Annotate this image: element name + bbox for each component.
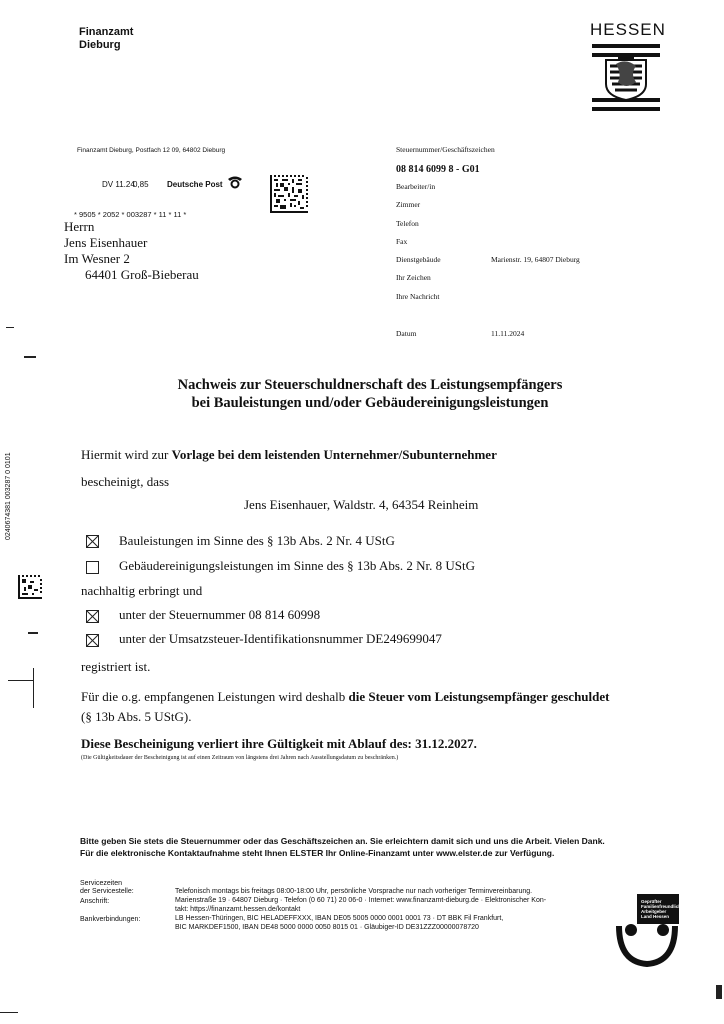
margin-code: 0240674381 003287 0 0101 (5, 452, 12, 540)
construction-checkbox (86, 535, 99, 548)
punch-mark-top (6, 327, 14, 328)
intro-text: Hiermit wird zur (81, 447, 172, 462)
service-hours-label (80, 880, 134, 896)
notice-line-2: Für die elektronische Kontaktaufnahme steht Ihnen ELSTER Ihr Online-Finanzamt unter www.elster.de zur Verfügung. (80, 848, 555, 858)
clerk-label: Bearbeiter/in (396, 182, 436, 191)
certified-text: bescheinigt, dass (81, 474, 170, 489)
address-value-line-1: Marienstraße 19 · 64807 Dieburg · Telefon (0 60 71) 20 06-0 · Internet: www.finanzamt-dieburg.de · Elektronischer Kon- (175, 897, 547, 904)
seal-line-4: Land Hessen (641, 914, 670, 919)
your-message-label: Ihre Nachricht (396, 292, 440, 301)
date-value: 11.11.2024 (491, 329, 525, 338)
date-label: Datum (396, 329, 417, 338)
building-value: Marienstr. 19, 64807 Dieburg (491, 255, 580, 264)
fold-mark-middle (28, 632, 38, 634)
tax-number-label: Steuernummer/Geschäftszeichen (396, 145, 495, 154)
footer-details (175, 887, 546, 932)
address-label: Anschrift: (80, 898, 110, 905)
sustained-text: nachhaltig erbringt und (81, 583, 203, 598)
margin-datamatrix-icon (18, 575, 42, 599)
fax-label: Fax (396, 237, 408, 246)
seal-line-2: Familienfreundlicher (641, 904, 686, 909)
edge-mark-bottom-right (716, 985, 722, 999)
seal-text (641, 899, 685, 919)
hessen-coat-of-arms-icon (592, 44, 660, 116)
cleaning-checkbox (86, 561, 99, 574)
intro-bold-text: Vorlage bei dem leistenden Unternehmer/Subunternehmer (171, 447, 497, 462)
margin-vertical-mark (33, 668, 34, 708)
validity-note: (Die Gültigkeitsdauer der Bescheinigung ist auf einen Zeitraum von längstens drei Jahren nach Ausstellungsdatum zu beschränken.) (81, 755, 399, 761)
service-label-line-1: Servicezeiten (80, 880, 123, 887)
bank-value-line-1: LB Hessen-Thüringen, BIC HELADEFFXXX, IBAN DE05 5005 0000 0001 0001 73 · DT BBK Fil Frankfurt, (175, 915, 504, 922)
datamatrix-code-icon (270, 175, 308, 213)
liability-paragraph (81, 689, 609, 705)
service-label-line-2: der Servicestelle: (80, 888, 134, 895)
fold-mark-top (24, 356, 36, 358)
title-line-1: Nachweis zur Steuerschuldnerschaft des Leistungsempfängers (177, 377, 563, 393)
recipient-salutation: Herrn (64, 219, 95, 234)
construction-option-label: Bauleistungen im Sinne des § 13b Abs. 2 Nr. 4 UStG (119, 533, 395, 548)
validity-statement: Diese Bescheinigung verliert ihre Gültigkeit mit Ablauf des: 31.12.2027. (81, 736, 477, 751)
your-reference-label: Ihr Zeichen (396, 273, 431, 282)
liability-bold-text: die Steuer vom Leistungsempfänger geschuldet (348, 689, 610, 704)
seal-line-3: Arbeitgeber (641, 909, 667, 914)
office-line-1: Finanzamt (79, 26, 134, 38)
subject-entity: Jens Eisenhauer, Waldstr. 4, 64354 Reinheim (244, 497, 479, 512)
bank-label: Bankverbindungen: (80, 916, 141, 923)
cleaning-option-label: Gebäudereinigungsleistungen im Sinne des § 13b Abs. 2 Nr. 8 UStG (119, 558, 476, 573)
footer-notice (80, 835, 605, 859)
liability-text: Für die o.g. empfangenen Leistungen wird deshalb (81, 689, 349, 704)
service-hours-value: Telefonisch montags bis freitags 08:00-18:00 Uhr, persönliche Vorsprache nur nach vorheriger Terminvereinbarung. (175, 888, 533, 895)
room-label: Zimmer (396, 200, 421, 209)
building-label: Dienstgebäude (396, 255, 441, 264)
recipient-name: Jens Eisenhauer (64, 235, 148, 250)
intro-paragraph (81, 447, 497, 463)
edge-mark-bottom-left (0, 1012, 18, 1013)
post-horn-icon (226, 175, 244, 189)
sender-return-address: Finanzamt Dieburg, Postfach 12 09, 64802 Dieburg (77, 147, 226, 154)
bank-value-line-2: BIC MARKDEF1500, IBAN DE48 5000 0000 0050 8015 01 · Gläubiger-ID DE31ZZZ00000078720 (175, 924, 479, 931)
punch-mark-bottom (8, 680, 34, 681)
tax-number: 08 814 6099 8 - G01 (396, 164, 480, 175)
title-line-2: bei Bauleistungen und/oder Gebäudereinigungsleistungen (191, 395, 549, 411)
postage-price: 0,85 (133, 180, 149, 189)
office-line-2: Dieburg (79, 39, 121, 51)
registered-text: registriert ist. (81, 659, 151, 674)
tax-number-checkbox (86, 610, 99, 623)
office-name (79, 26, 133, 52)
phone-label: Telefon (396, 219, 419, 228)
tax-number-registration-label: unter der Steuernummer 08 814 60998 (119, 607, 321, 622)
postage-brand: Deutsche Post (167, 180, 223, 189)
recipient-street: Im Wesner 2 (64, 251, 130, 266)
state-wordmark: HESSEN (590, 20, 666, 39)
liability-reference: (§ 13b Abs. 5 UStG). (81, 709, 192, 724)
vat-id-checkbox (86, 634, 99, 647)
postal-matrix-code: * 9505 * 2052 * 003287 * 11 * 11 * (74, 210, 187, 219)
recipient-address (64, 219, 199, 283)
postage-dv: DV 11.24 (102, 180, 135, 189)
seal-line-1: Geprüfter (641, 899, 662, 904)
notice-line-1: Bitte geben Sie stets die Steuernummer oder das Geschäftszeichen an. Sie erleichtern damit sich und uns die Arbeit. Vielen Dank. (80, 836, 605, 846)
recipient-city: 64401 Groß-Bieberau (85, 267, 199, 282)
vat-id-registration-label: unter der Umsatzsteuer-Identifikationsnummer DE249699047 (119, 631, 442, 646)
document-title (90, 376, 650, 412)
address-value-line-2: takt: https://finanzamt.hessen.de/kontakt (175, 906, 301, 913)
